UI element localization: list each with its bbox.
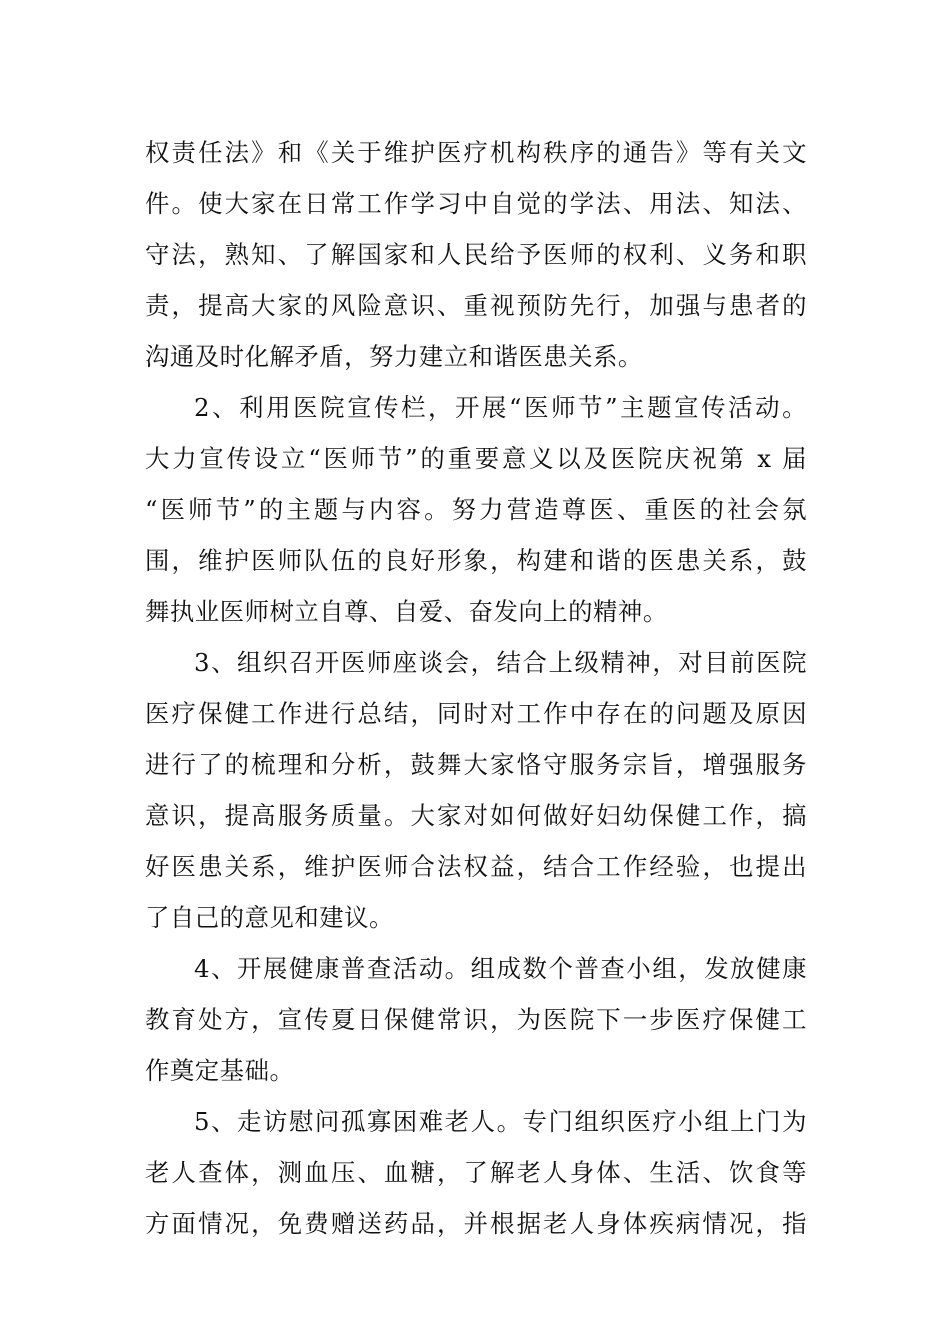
text-line: 作奠定基础。 xyxy=(145,1056,295,1085)
text-line: 舞执业医师树立自尊、自爱、奋发向上的精神。 xyxy=(145,597,668,626)
text-line: 沟通及时化解矛盾，努力建立和谐医患关系。 xyxy=(145,342,643,371)
paragraph xyxy=(145,127,807,382)
text-line: 责，提高大家的风险意识、重视预防先行，加强与患者的 xyxy=(145,291,807,320)
document-body xyxy=(145,127,807,1249)
text-line: 件。使大家在日常工作学习中自觉的学法、用法、知法、 xyxy=(145,189,807,218)
text-line: 3、组织召开医师座谈会，结合上级精神，对目前医院 xyxy=(194,648,807,677)
text-line: 方面情况，免费赠送药品，并根据老人身体疾病情况，指 xyxy=(145,1209,807,1238)
text-line: “医师节”的主题与内容。努力营造尊医、重医的社会氛 xyxy=(145,495,807,524)
paragraph xyxy=(145,943,807,1096)
text-line: 了自己的意见和建议。 xyxy=(145,903,394,932)
text-line: 医疗保健工作进行总结，同时对工作中存在的问题及原因 xyxy=(145,699,807,728)
paragraph xyxy=(145,637,807,943)
text-line: 进行了的梳理和分析，鼓舞大家恪守服务宗旨，增强服务 xyxy=(145,750,807,779)
text-line: 老人查体，测血压、血糖，了解老人身体、生活、饮食等 xyxy=(145,1158,807,1187)
text-line: 4、开展健康普查活动。组成数个普查小组，发放健康 xyxy=(194,954,807,983)
text-line: 5、走访慰问孤寡困难老人。专门组织医疗小组上门为 xyxy=(194,1107,807,1136)
text-line: 教育处方，宣传夏日保健常识，为医院下一步医疗保健工 xyxy=(145,1005,807,1034)
text-line: 意识，提高服务质量。大家对如何做好妇幼保健工作，搞 xyxy=(145,801,807,830)
paragraph xyxy=(145,382,807,637)
paragraph xyxy=(145,1096,807,1249)
text-line: 大力宣传设立“医师节”的重要意义以及医院庆祝第 x 届 xyxy=(145,444,807,473)
text-line: 守法，熟知、了解国家和人民给予医师的权利、义务和职 xyxy=(145,240,807,269)
text-line: 围，维护医师队伍的良好形象，构建和谐的医患关系，鼓 xyxy=(145,546,807,575)
text-line: 好医患关系，维护医师合法权益，结合工作经验，也提出 xyxy=(145,852,807,881)
text-line: 2、利用医院宣传栏，开展“医师节”主题宣传活动。 xyxy=(194,393,807,422)
text-line: 权责任法》和《关于维护医疗机构秩序的通告》等有关文 xyxy=(145,138,807,167)
